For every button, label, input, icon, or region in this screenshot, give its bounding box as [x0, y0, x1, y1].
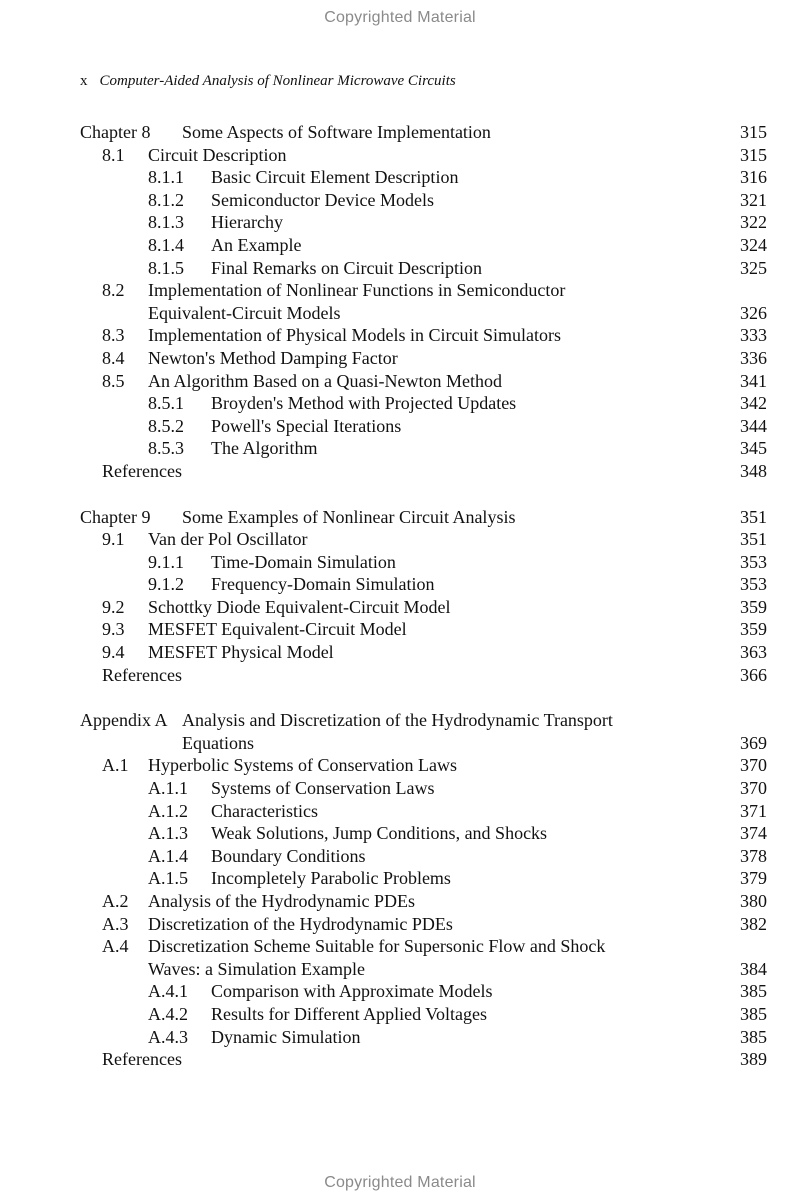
- toc-entry-8-1[interactable]: [80, 144, 767, 167]
- toc-references-app-a[interactable]: [80, 1048, 767, 1071]
- entry-title: Powell's Special Iterations: [211, 415, 402, 436]
- entry-title: Implementation of Physical Models in Circuit Simulators: [148, 325, 561, 346]
- page-number: 353: [740, 551, 767, 572]
- entry-number: A.4.3: [148, 1026, 188, 1047]
- page-number: 315: [740, 144, 767, 165]
- entry-number: 8.1.4: [148, 234, 184, 255]
- entry-title: Van der Pol Oscillator: [148, 529, 308, 550]
- toc-entry-8-1-1[interactable]: [80, 166, 767, 189]
- toc-entry-a-4-3[interactable]: [80, 1026, 767, 1049]
- entry-title: Newton's Method Damping Factor: [148, 347, 398, 368]
- page-number: 342: [740, 393, 767, 414]
- entry-number: A.1.1: [148, 778, 188, 799]
- toc-chapter-8[interactable]: [80, 121, 767, 144]
- entry-number: 8.5.3: [148, 438, 184, 459]
- entry-number: A.3: [102, 913, 129, 934]
- page-number: 370: [740, 755, 767, 776]
- entry-title: Circuit Description: [148, 144, 287, 165]
- entry-number: 8.5.1: [148, 393, 184, 414]
- entry-title: Broyden's Method with Projected Updates: [211, 393, 517, 414]
- watermark-top: Copyrighted Material: [324, 9, 476, 26]
- page-number: 351: [740, 506, 767, 527]
- page-number: 348: [740, 460, 767, 481]
- chapter-title: Some Examples of Nonlinear Circuit Analysis: [182, 506, 516, 527]
- toc-appendix-a[interactable]: [80, 709, 767, 732]
- entry-title: Time-Domain Simulation: [211, 551, 396, 572]
- toc-entry-8-1-2[interactable]: [80, 189, 767, 212]
- page-number: 326: [740, 302, 767, 323]
- entry-title: Schottky Diode Equivalent-Circuit Model: [148, 596, 451, 617]
- entry-title: MESFET Physical Model: [148, 642, 334, 663]
- entry-title: Characteristics: [211, 800, 318, 821]
- entry-number: 8.3: [102, 325, 125, 346]
- toc-entry-8-4[interactable]: [80, 347, 767, 370]
- entry-title: Discretization of the Hydrodynamic PDEs: [148, 913, 453, 934]
- chapter-label: Chapter 8: [80, 122, 151, 142]
- entry-title: Dynamic Simulation: [211, 1026, 361, 1047]
- page-number: 385: [740, 1003, 767, 1024]
- entry-number: A.4: [102, 936, 129, 957]
- entry-number: 8.4: [102, 347, 125, 368]
- page-number: 316: [740, 167, 767, 188]
- entry-title: Semiconductor Device Models: [211, 189, 434, 210]
- entry-number: 8.1.5: [148, 257, 184, 278]
- entry-title: Incompletely Parabolic Problems: [211, 868, 451, 889]
- toc-entry-8-5-1[interactable]: [80, 392, 767, 415]
- page-number: 370: [740, 778, 767, 799]
- page-number: 366: [740, 664, 767, 685]
- page-number: 344: [740, 415, 767, 436]
- entry-title: Boundary Conditions: [211, 845, 366, 866]
- page-number: 378: [740, 845, 767, 866]
- entry-title-continued: Equivalent-Circuit Models: [148, 302, 341, 323]
- page-number: 382: [740, 913, 767, 934]
- toc-entry-9-4[interactable]: [80, 641, 767, 664]
- section-spacer: [80, 686, 767, 709]
- header-book-title: Computer-Aided Analysis of Nonlinear Microwave Circuits: [99, 73, 456, 89]
- page-number: 359: [740, 596, 767, 617]
- entry-number: A.4.2: [148, 1003, 188, 1024]
- page-number: 384: [740, 958, 767, 979]
- toc-entry-a-1-4[interactable]: [80, 845, 767, 868]
- entry-number: 8.5.2: [148, 415, 184, 436]
- toc-entry-a-1-5[interactable]: [80, 867, 767, 890]
- entry-title: Basic Circuit Element Description: [211, 167, 459, 188]
- entry-title: Hierarchy: [211, 212, 283, 233]
- entry-number: A.1.4: [148, 845, 188, 866]
- entry-title: Discretization Scheme Suitable for Supersonic Flow and Shock: [148, 936, 606, 957]
- toc-entry-a-4[interactable]: [80, 935, 767, 958]
- page-number: 324: [740, 234, 767, 255]
- table-of-contents: [80, 121, 767, 1071]
- entry-number: 9.2: [102, 596, 125, 617]
- page-number: 351: [740, 529, 767, 550]
- entry-number: 8.1.2: [148, 189, 184, 210]
- entry-title: Results for Different Applied Voltages: [211, 1003, 487, 1024]
- entry-title: Weak Solutions, Jump Conditions, and Shocks: [211, 823, 548, 844]
- page-number: 380: [740, 891, 767, 911]
- toc-entry-9-1[interactable]: [80, 528, 767, 551]
- entry-number: A.1: [102, 755, 129, 776]
- entry-title: The Algorithm: [211, 438, 318, 459]
- toc-references-ch9[interactable]: [80, 664, 767, 687]
- entry-title: An Example: [211, 234, 302, 255]
- entry-title: Final Remarks on Circuit Description: [211, 257, 482, 278]
- page-number: 369: [740, 732, 767, 753]
- entry-number: A.1.2: [148, 800, 188, 821]
- header-page-number: x: [80, 73, 88, 89]
- page-number: 333: [740, 325, 767, 346]
- toc-entry-a-4-continued[interactable]: [80, 958, 767, 981]
- toc-entry-a-2[interactable]: [80, 890, 767, 913]
- toc-entry-9-1-1[interactable]: [80, 551, 767, 574]
- entry-number: A.1.3: [148, 823, 188, 844]
- entry-number: 9.1.2: [148, 574, 184, 595]
- toc-entry-9-2[interactable]: [80, 596, 767, 619]
- toc-entry-a-1-3[interactable]: [80, 822, 767, 845]
- entry-title: An Algorithm Based on a Quasi-Newton Method: [148, 370, 502, 391]
- entry-title-continued: Waves: a Simulation Example: [148, 958, 366, 979]
- references-title: References: [102, 460, 182, 481]
- entry-title: Frequency-Domain Simulation: [211, 574, 435, 595]
- references-title: References: [102, 1049, 182, 1070]
- chapter-label: Chapter 9: [80, 506, 151, 527]
- page-number: 325: [740, 257, 767, 278]
- page-number: 345: [740, 438, 767, 459]
- entry-number: 8.5: [102, 370, 125, 391]
- page-number: 322: [740, 212, 767, 233]
- page-number: 353: [740, 574, 767, 595]
- page-number: 371: [740, 800, 767, 821]
- appendix-label: Appendix A: [80, 710, 168, 731]
- toc-entry-a-1-2[interactable]: [80, 800, 767, 823]
- entry-number: 8.1.1: [148, 167, 184, 188]
- page-number: 374: [740, 823, 767, 844]
- page-number: 385: [740, 981, 767, 1002]
- page-number: 379: [740, 868, 767, 889]
- toc-entry-8-1-3[interactable]: [80, 211, 767, 234]
- entry-number: 8.1: [102, 144, 125, 165]
- toc-entry-a-4-1[interactable]: [80, 980, 767, 1003]
- page-number: 385: [740, 1026, 767, 1047]
- page-number: 359: [740, 619, 767, 640]
- page-number: 363: [740, 642, 767, 663]
- page-number: 336: [740, 347, 767, 368]
- entry-number: 9.1.1: [148, 551, 184, 572]
- toc-entry-8-2[interactable]: [80, 279, 767, 302]
- entry-number: A.1.5: [148, 868, 188, 889]
- toc-entry-a-3[interactable]: [80, 913, 767, 936]
- page-number: 315: [740, 122, 767, 142]
- entry-number: 8.2: [102, 280, 125, 301]
- entry-title: Hyperbolic Systems of Conservation Laws: [148, 755, 457, 776]
- toc-entry-9-3[interactable]: [80, 618, 767, 641]
- toc-chapter-9[interactable]: [80, 506, 767, 529]
- toc-entry-9-1-2[interactable]: [80, 573, 767, 596]
- toc-entry-a-1-1[interactable]: [80, 777, 767, 800]
- toc-appendix-a-continued[interactable]: [80, 732, 767, 755]
- entry-number: A.4.1: [148, 981, 188, 1002]
- toc-entry-8-5-2[interactable]: [80, 415, 767, 438]
- page-number: 341: [740, 370, 767, 391]
- entry-number: 9.4: [102, 642, 125, 663]
- entry-number: 9.1: [102, 529, 125, 550]
- section-spacer: [80, 483, 767, 506]
- entry-number: 8.1.3: [148, 212, 184, 233]
- toc-entry-a-4-2[interactable]: [80, 1003, 767, 1026]
- page-number: 389: [740, 1049, 767, 1070]
- page-number: 321: [740, 189, 767, 210]
- chapter-title: Some Aspects of Software Implementation: [182, 122, 491, 142]
- entry-title: MESFET Equivalent-Circuit Model: [148, 619, 407, 640]
- references-title: References: [102, 664, 182, 685]
- appendix-title: Analysis and Discretization of the Hydrodynamic Transport: [182, 710, 613, 731]
- running-head: [80, 73, 456, 90]
- entry-number: A.2: [102, 891, 129, 911]
- entry-title: Analysis of the Hydrodynamic PDEs: [148, 891, 415, 911]
- toc-references-ch8[interactable]: [80, 460, 767, 483]
- toc-entry-8-3[interactable]: [80, 324, 767, 347]
- toc-entry-8-2-continued[interactable]: [80, 302, 767, 325]
- entry-title: Systems of Conservation Laws: [211, 778, 435, 799]
- appendix-title-continued: Equations: [182, 732, 254, 753]
- toc-entry-a-1[interactable]: [80, 754, 767, 777]
- toc-entry-8-1-4[interactable]: [80, 234, 767, 257]
- entry-number: 9.3: [102, 619, 125, 640]
- entry-title: Comparison with Approximate Models: [211, 981, 493, 1002]
- toc-entry-8-5[interactable]: [80, 370, 767, 393]
- toc-entry-8-5-3[interactable]: [80, 437, 767, 460]
- entry-title: Implementation of Nonlinear Functions in Semiconductor: [148, 280, 566, 301]
- toc-entry-8-1-5[interactable]: [80, 257, 767, 280]
- watermark-bottom: Copyrighted Material: [324, 1174, 476, 1191]
